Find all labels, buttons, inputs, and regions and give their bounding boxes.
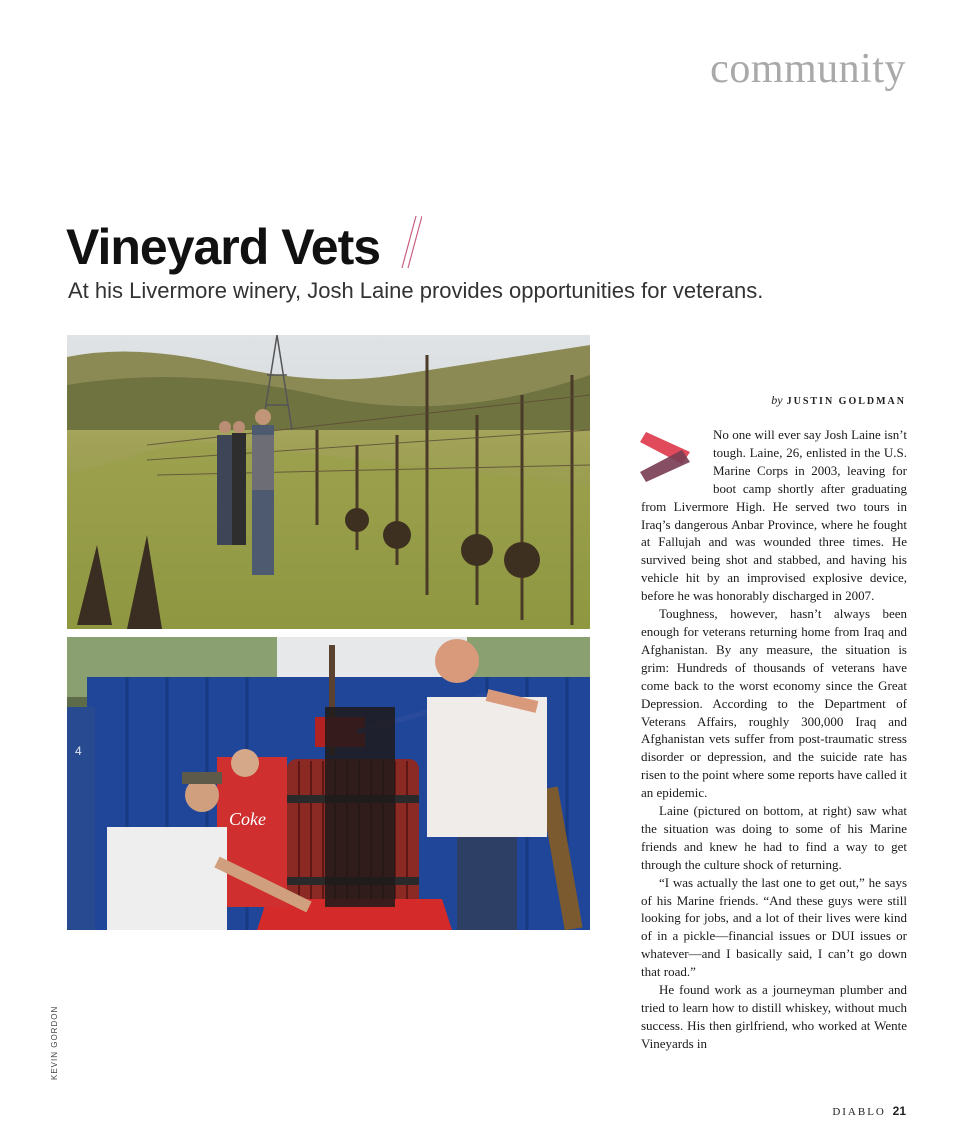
article-paragraph-3: Laine (pictured on bottom, at right) saw what the situation was doing to some of his Marine friends and knew he had to find a way to get through the culture shock of returning. xyxy=(641,803,907,872)
photo-grape-press xyxy=(67,637,590,930)
folio-magazine: DIABLO xyxy=(832,1106,886,1118)
article-paragraph-4: “I was actually the last one to get out,” he says of his Marine friends. “And these guys were still looking for jobs, and a lot of their lives were kind of in a pickle—financial issues or DUI issues or whatever—and I basically said, I can’t go down that road.” xyxy=(641,874,907,980)
shirt-text: Coke xyxy=(229,809,266,829)
section-label: community xyxy=(710,46,906,92)
photo-credit: KEVIN GORDON xyxy=(50,1005,59,1080)
byline-prefix: by xyxy=(771,393,783,407)
article-paragraph-1: No one will ever say Josh Laine isn’t tough. Laine, 26, enlisted in the U.S. Marine Corps in 2003, leaving for boot camp shortly after graduating from Livermore High. He served two tours in Iraq’s dangerous Anbar Province, where he fought at Fallujah and was wounded three times. He survived being shot and stabbed, and having his vehicle hit by an improvised explosive device, before he was honorably discharged in 2007. xyxy=(641,427,907,604)
folio xyxy=(832,1104,906,1118)
double-slash-icon xyxy=(388,214,422,270)
article-paragraph-5: He found work as a journeyman plumber and tried to learn how to distill whiskey, without much success. His then girlfriend, who worked at Wente Vineyards in xyxy=(641,982,907,1051)
article-paragraph-2: Toughness, however, hasn’t always been enough for veterans returning home from Iraq and Afghanistan. By any measure, the situation is grim: Hundreds of thousands of veterans have come back to the worst economy since the Great Depression. According to the Department of Veterans Affairs, roughly 300,000 Iraq and Afghanistan vets suffer from post-traumatic stress disorder or depression, and the suicide rate has risen to the point where some reports have called it an epidemic. xyxy=(641,606,907,801)
byline-author: JUSTIN GOLDMAN xyxy=(786,396,906,407)
photo-vineyard xyxy=(67,335,590,629)
deck: At his Livermore winery, Josh Laine provides opportunities for veterans. xyxy=(68,278,764,303)
container-number: 4 xyxy=(75,744,82,758)
headline-text: Vineyard Vets xyxy=(66,219,381,275)
headline xyxy=(66,219,422,275)
article-body xyxy=(641,426,907,1053)
byline xyxy=(771,393,906,408)
folio-page-number: 21 xyxy=(892,1104,906,1118)
